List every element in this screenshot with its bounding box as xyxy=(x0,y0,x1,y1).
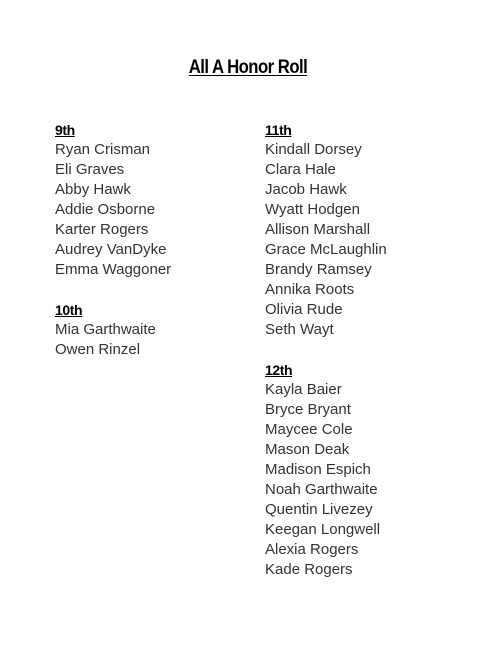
left-column xyxy=(55,120,171,380)
student-name: Annika Roots xyxy=(265,281,355,298)
grade-section-9th xyxy=(55,120,171,280)
grade-section-10th xyxy=(55,300,171,360)
student-name: Bryce Bryant xyxy=(265,401,351,418)
student-name: Madison Espich xyxy=(265,461,371,478)
student-name: Noah Garthwaite xyxy=(265,481,378,498)
student-name: Mia Garthwaite xyxy=(55,321,156,338)
student-name: Quentin Livezey xyxy=(265,501,373,518)
grade-heading: 10th xyxy=(55,302,83,318)
student-name: Clara Hale xyxy=(265,161,336,178)
student-name: Mason Deak xyxy=(265,441,350,458)
grade-section-12th xyxy=(265,360,387,580)
student-name: Jacob Hawk xyxy=(265,181,347,198)
student-name: Grace McLaughlin xyxy=(265,241,387,258)
student-name: Abby Hawk xyxy=(55,181,131,198)
student-name: Allison Marshall xyxy=(265,221,371,238)
student-name: Kayla Baier xyxy=(265,381,342,398)
student-name: Seth Wayt xyxy=(265,321,334,338)
student-name: Karter Rogers xyxy=(55,221,149,238)
student-name: Kade Rogers xyxy=(265,561,353,578)
student-name: Addie Osborne xyxy=(55,201,156,218)
grade-section-11th xyxy=(265,120,387,340)
student-name: Kindall Dorsey xyxy=(265,141,362,158)
student-name: Alexia Rogers xyxy=(265,541,359,558)
grade-heading: 9th xyxy=(55,122,75,138)
right-column xyxy=(265,120,387,600)
student-name: Emma Waggoner xyxy=(55,261,172,278)
page-title: All A Honor Roll xyxy=(188,57,308,78)
student-name: Owen Rinzel xyxy=(55,341,141,358)
student-name: Brandy Ramsey xyxy=(265,261,372,278)
student-name: Eli Graves xyxy=(55,161,125,178)
student-name: Maycee Cole xyxy=(265,421,353,438)
student-name: Keegan Longwell xyxy=(265,521,381,538)
student-name: Wyatt Hodgen xyxy=(265,201,360,218)
student-name: Audrey VanDyke xyxy=(55,241,167,258)
student-name: Ryan Crisman xyxy=(55,141,151,158)
grade-heading: 11th xyxy=(265,122,292,138)
student-name: Olivia Rude xyxy=(265,301,343,318)
grade-heading: 12th xyxy=(265,362,293,378)
